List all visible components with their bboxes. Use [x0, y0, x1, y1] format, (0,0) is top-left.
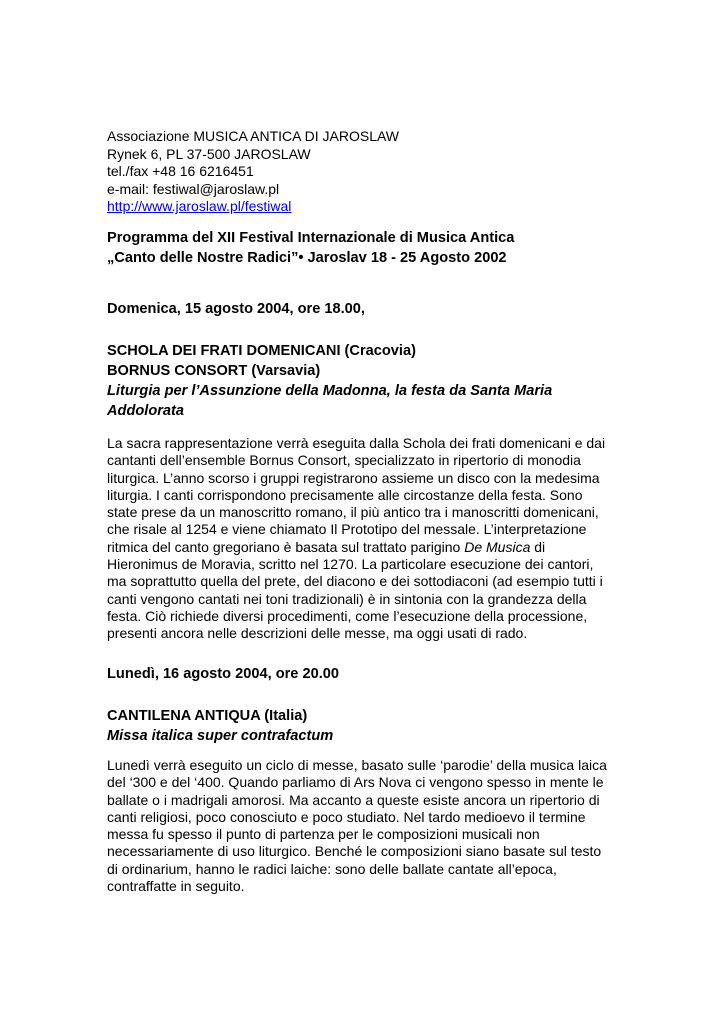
association-name: Associazione MUSICA ANTICA DI JAROSLAW: [107, 128, 400, 144]
program1-line-1: Liturgia per l’Assunzione della Madonna, la festa da Santa Maria: [107, 383, 553, 399]
paragraph-line: messa fu spesso il punto di partenza per le composizioni musicali non: [107, 826, 540, 843]
paragraph-line: di ordinarium, hanno le radici laiche: sono delle ballate cantate all’epoca,: [107, 860, 557, 877]
concert2-description: [107, 757, 627, 895]
treatise-title: De Musica: [464, 538, 531, 555]
paragraph-line: canti vengono cantati nei toni tradizionali) è in sintonia con la grandezza della: [107, 590, 587, 607]
paragraph-line: Lunedì verrà eseguito un ciclo di messe, basato sulle ‘parodie’ della musica laica: [107, 757, 607, 773]
ensemble1-city: (Cracovia): [340, 343, 416, 359]
concert1-date: Domenica, 15 agosto 2004, ore 18.00,: [107, 301, 365, 317]
paragraph-line: festa. Ciò richiede diversi procedimenti, come l’esecuzione della processione,: [107, 607, 588, 624]
address-line: Rynek 6, PL 37-500 JAROSLAW: [107, 145, 311, 162]
address-header: [107, 128, 399, 216]
ensemble3: CANTILENA ANTIQUA (Italia): [107, 708, 308, 724]
program2: Missa italica super contrafactum: [107, 728, 334, 744]
ensemble2: BORNUS CONSORT (Varsavia): [107, 363, 321, 379]
paragraph-line: cantanti dell’ensemble Bornus Consort, specializzato in ripertorio di monodia: [107, 452, 581, 469]
paragraph-line: necessariamente di uso liturgico. Benché le composizioni siano basate sul testo: [107, 843, 602, 860]
phone-line: tel./fax +48 16 6216451: [107, 163, 254, 179]
paragraph-line: presenti ancora nelle descrizioni delle messe, ma oggi usati di rado.: [107, 625, 528, 642]
concert1-description: [107, 435, 627, 643]
ensemble1: [107, 341, 552, 361]
title-line-2: „Canto delle Nostre Radici”• Jaroslav 18 - 25 Agosto 2002: [107, 250, 507, 266]
ensemble1-name: SCHOLA DEI FRATI DOMENICANI: [107, 343, 341, 359]
paragraph-line: contraffatte in seguito.: [107, 878, 245, 895]
paragraph-line: Hieronimus de Moravia, scritto nel 1270. La particolare esecuzione dei cantori,: [107, 556, 594, 573]
email-line: e-mail: festiwal@jaroslaw.pl: [107, 180, 280, 197]
concert1-performers: [107, 341, 552, 421]
concert2-performers: [107, 706, 333, 746]
document-title: [107, 228, 514, 268]
paragraph-line: liturgia. I canti corrispondono precisamente alle circostanze della festa. Sono: [107, 486, 583, 503]
paragraph-line: liturgica. L’anno scorso i gruppi registrarono assieme un disco con la medesima: [107, 469, 600, 486]
paragraph-line: [107, 539, 627, 556]
paragraph-line: ballate o i madrigali amorosi. Ma accanto a queste esiste ancora un ripertorio di: [107, 791, 600, 808]
concert2-date: Lunedì, 16 agosto 2004, ore 20.00: [107, 666, 339, 682]
website-link[interactable]: http://www.jaroslaw.pl/festiwal: [107, 198, 292, 214]
paragraph-line: ma soprattutto quella del prete, del diacono e dei sottodiaconi (ad esempio tutti i: [107, 573, 603, 590]
program1-line-2: Addolorata: [107, 403, 185, 419]
paragraph-text: ritmica del canto gregoriano è basata sul trattato parigino: [107, 538, 465, 555]
paragraph-line: state prese da un manoscritto romano, il più antico tra i manoscritti domenicani,: [107, 504, 599, 521]
paragraph-line: La sacra rappresentazione verrà eseguita dalla Schola dei frati domenicani e dai: [107, 435, 606, 451]
paragraph-line: canti religiosi, poco conosciuto e poco studiato. Nel tardo medioevo il termine: [107, 808, 586, 825]
paragraph-text: di: [530, 538, 546, 555]
paragraph-line: che risale al 1254 e viene chiamato Il Prototipo del messale. L’interpretazione: [107, 521, 587, 538]
title-line-1: Programma del XII Festival Internazionale di Musica Antica: [107, 230, 515, 246]
paragraph-line: del ‘300 e del ‘400. Quando parliamo di Ars Nova ci vengono spesso in mente le: [107, 774, 604, 791]
